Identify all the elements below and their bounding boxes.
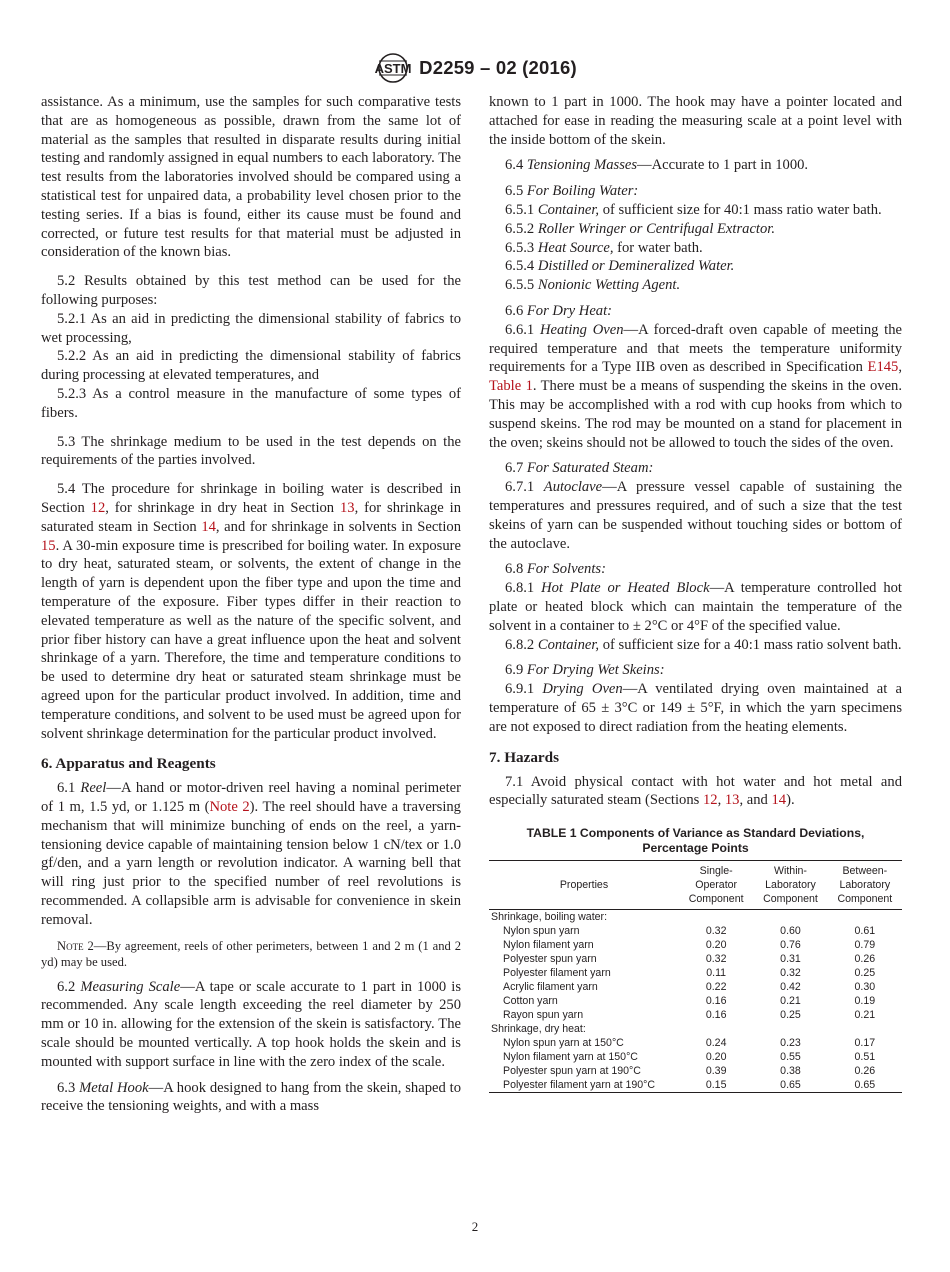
paragraph-6-8-1 xyxy=(489,579,902,635)
text: of sufficient size for 40:1 mass ratio water bath. xyxy=(599,201,882,218)
text: 6.5.4 xyxy=(505,258,538,275)
value-cell: 0.16 xyxy=(705,995,727,1008)
table-1 xyxy=(489,860,902,1093)
table-body xyxy=(489,910,902,1093)
text: 6.7 xyxy=(505,460,527,477)
property-cell: Rayon spun yarn xyxy=(503,1009,584,1022)
column-header: Between- Laboratory Component xyxy=(837,865,893,906)
value-cell: 0.20 xyxy=(705,1051,727,1064)
property-cell: Nylon spun yarn at 150°C xyxy=(503,1037,624,1050)
text: , for shrinkage in dry heat in Section xyxy=(105,499,340,516)
value-cell: 0.55 xyxy=(780,1051,801,1064)
table-row xyxy=(489,1008,902,1022)
right-column xyxy=(489,93,902,1093)
text: —A pressure vessel capable of sustaining the temperatures and pressures required, and of such a size that the test skeins of yarn can be suspended without touching sides or bottom of the autoclave. xyxy=(489,479,902,552)
value-cell: 0.16 xyxy=(705,1009,727,1022)
value-cell: 0.30 xyxy=(854,981,876,994)
term: Hot Plate or Heated Block xyxy=(541,580,710,597)
text: , for shrinkage in saturated steam in Section xyxy=(41,499,462,535)
paragraph-6-3 xyxy=(41,1079,461,1117)
value-cell: 0.38 xyxy=(780,1065,801,1078)
text: for water bath. xyxy=(613,239,703,256)
value-cell: 0.19 xyxy=(854,995,876,1008)
text: . A 30-min exposure time is prescribed for boiling water. In exposure to dry heat, saturated steam, or solvents, the extent of change in the length of yarn is dependent upon the fiber type and upon the time and temperature of the exposure. Fiber types differ in their reaction to elevated temperature as well as the nature of the specific solvent, and prior fiber history can have a great influence upon the heat and solvent shrinkage of a yarn. Therefore, the time and temperature conditions to be used to determine dry heat or saturated steam shrinkage must be agreed upon for the particular product involved. In addition, time and temperature conditions, and solvent to be used must be agreed upon for solvent shrinkage determination for the particular product involved. xyxy=(41,537,461,742)
value-cell: 0.24 xyxy=(705,1037,727,1050)
value-cell: 0.23 xyxy=(780,1037,801,1050)
text: 6.7.1 xyxy=(505,479,544,496)
text: 5.4 The procedure for shrinkage in boiling water is described in Section xyxy=(41,481,461,516)
text: , xyxy=(717,792,725,809)
paragraph-6-9-1 xyxy=(489,680,902,736)
value-cell: 0.39 xyxy=(705,1065,727,1078)
paragraph-6-2 xyxy=(41,978,461,1072)
property-cell: Nylon filament yarn xyxy=(503,939,594,952)
term: Container, xyxy=(537,636,600,653)
value-cell: 0.79 xyxy=(854,939,876,952)
paragraph-5-2-3: 5.2.3 As a control measure in the manufacture of some types of fibers. xyxy=(41,385,461,421)
text: , xyxy=(898,359,902,376)
value-cell: 0.32 xyxy=(705,953,727,966)
text: 6.5.5 xyxy=(505,277,538,294)
paragraph-5-3: 5.3 The shrinkage medium to be used in the test depends on the requirements of the parties involved. xyxy=(41,433,461,469)
value-cell: 0.15 xyxy=(705,1079,727,1092)
paragraph-5-2-2: 5.2.2 As an aid in predicting the dimensional stability of fabrics during processing at elevated temperatures, and xyxy=(41,348,461,384)
group-label: Shrinkage, dry heat: xyxy=(491,1023,586,1036)
property-cell: Acrylic filament yarn xyxy=(503,981,598,994)
text: 6.6 xyxy=(505,302,527,319)
section-link-12[interactable]: 12 xyxy=(702,792,718,809)
note-2 xyxy=(41,938,461,971)
text: 6.8.2 xyxy=(505,636,538,653)
column-header: Single- Operator Component xyxy=(688,865,744,906)
property-cell: Polyester spun yarn at 190°C xyxy=(503,1065,641,1078)
text: 6.2 xyxy=(57,978,81,995)
value-cell: 0.21 xyxy=(780,995,801,1008)
paragraph-6-8-2 xyxy=(489,636,902,655)
paragraph-6-5 xyxy=(489,182,902,201)
e145-link[interactable]: E145 xyxy=(867,359,899,376)
text: —A tape or scale accurate to 1 part in 1000 is recommended. Any scale length exceeding the reel diameter by 250 mm or 10 in. allowing for the extension of the skein is satisfactory. The scale should be mounted vertically. A top hook holds the skein and is mounted with support surface in line with the zero index of the scale. xyxy=(41,978,461,1070)
text: 6.8.1 xyxy=(505,580,542,597)
property-cell: Polyester filament yarn xyxy=(503,967,611,980)
paragraph-6-5-1 xyxy=(489,201,902,220)
value-cell: 0.65 xyxy=(854,1079,876,1092)
text: 6.9 xyxy=(505,662,527,679)
page-number: 2 xyxy=(471,1219,479,1234)
svg-text:ASTM: ASTM xyxy=(374,61,412,76)
text: —Accurate to 1 part in 1000. xyxy=(637,157,809,174)
table-title-line: TABLE 1 Components of Variance as Standard Deviations, xyxy=(526,826,865,841)
paragraph-5-2: 5.2 Results obtained by this test method can be used for the following purposes: xyxy=(41,273,461,308)
table-row xyxy=(489,952,902,966)
term: Drying Oven xyxy=(542,681,623,698)
group-label: Shrinkage, boiling water: xyxy=(491,911,608,924)
table-row xyxy=(489,1036,902,1050)
paragraph-6-7-1 xyxy=(489,478,902,553)
text: 6.3 xyxy=(57,1079,80,1096)
paragraph-5-4 xyxy=(41,480,461,743)
text: ). xyxy=(786,792,795,809)
text: 6.8 xyxy=(505,561,527,578)
term: Measuring Scale xyxy=(80,978,181,995)
value-cell: 0.17 xyxy=(854,1037,876,1050)
paragraph-continuation: known to 1 part in 1000. The hook may have a pointer located and attached for ease in reading the measuring scale at a point level with the inside bottom of the skein. xyxy=(489,94,902,148)
table-row xyxy=(489,980,902,994)
term: Autoclave xyxy=(543,479,603,496)
term: For Boiling Water: xyxy=(526,183,639,200)
note-2-link[interactable]: Note 2 xyxy=(209,799,250,816)
paragraph-6-6 xyxy=(489,302,902,321)
text: , and for shrinkage in solvents in Section xyxy=(215,518,462,535)
text: 6.1 xyxy=(57,780,81,797)
paragraph-6-8 xyxy=(489,560,902,579)
table-group-row xyxy=(489,1022,902,1036)
term: For Drying Wet Skeins: xyxy=(526,662,665,679)
text: 2—By agreement, reels of other perimeters, between 1 and 2 m (1 and 2 yd) may be used. xyxy=(41,938,461,970)
text: 6.4 xyxy=(505,157,527,174)
paragraph-6-5-5 xyxy=(489,276,902,295)
paragraph-6-5-2 xyxy=(489,220,902,239)
property-cell: Nylon filament yarn at 150°C xyxy=(503,1051,638,1064)
value-cell: 0.32 xyxy=(780,967,801,980)
value-cell: 0.42 xyxy=(780,981,801,994)
text: , and xyxy=(739,792,772,809)
section-link-14[interactable]: 14 xyxy=(771,792,787,809)
section-link-15[interactable]: 15 xyxy=(41,537,56,554)
column-header: Within- Laboratory Component xyxy=(763,865,818,906)
text: 6.5.2 xyxy=(505,220,538,237)
property-cell: Polyester spun yarn xyxy=(503,953,597,966)
table-title-line: Percentage Points xyxy=(642,841,749,856)
value-cell: 0.21 xyxy=(854,1009,876,1022)
value-cell: 0.26 xyxy=(854,953,876,966)
text: 6.5 xyxy=(505,183,527,200)
term: Reel xyxy=(80,780,107,797)
astm-logo-icon xyxy=(373,52,413,84)
paragraph-6-5-3 xyxy=(489,239,902,258)
value-cell: 0.22 xyxy=(705,981,727,994)
term: Distilled or Demineralized Water. xyxy=(537,258,735,275)
value-cell: 0.51 xyxy=(854,1051,876,1064)
term: Container, xyxy=(537,201,600,218)
term: For Saturated Steam: xyxy=(526,460,654,477)
value-cell: 0.25 xyxy=(780,1009,801,1022)
value-cell: 0.60 xyxy=(780,925,801,938)
table-1-link[interactable]: Table 1 xyxy=(489,378,533,395)
term: For Solvents: xyxy=(526,561,606,578)
value-cell: 0.76 xyxy=(780,939,801,952)
term: Heat Source, xyxy=(537,239,614,256)
note-label: Note xyxy=(57,938,84,953)
section-link-12[interactable]: 12 xyxy=(90,499,106,516)
term: Roller Wringer or Centrifugal Extractor. xyxy=(537,220,775,237)
page-header xyxy=(0,52,950,84)
section-link-14[interactable]: 14 xyxy=(201,518,216,535)
left-column xyxy=(41,93,461,1116)
term: Heating Oven xyxy=(539,321,624,338)
table-row xyxy=(489,1050,902,1064)
text: 6.5.3 xyxy=(505,239,538,256)
text: 6.9.1 xyxy=(505,681,543,698)
term: Nonionic Wetting Agent. xyxy=(537,277,681,294)
table-row xyxy=(489,1078,902,1093)
property-cell: Cotton yarn xyxy=(503,995,558,1008)
term: For Dry Heat: xyxy=(526,302,613,319)
text: ). The reel should have a traversing mechanism that will minimize bunching of ends on the reel, a yarn-tensioning device capable of maintaining tension below 1 cN/tex or 1.0 gf/den, and a yarn length or revolution indicator. A warning bell that will ring just prior to the specified number of reel revolutions is recommended. A collapsible arm is advisable for convenience in skein removal. xyxy=(41,799,461,928)
value-cell: 0.31 xyxy=(780,953,801,966)
table-header-row xyxy=(489,861,902,910)
term: Tensioning Masses xyxy=(526,157,638,174)
text: of sufficient size for a 40:1 mass ratio solvent bath. xyxy=(599,636,902,653)
value-cell: 0.65 xyxy=(780,1079,801,1092)
text: —A hand or motor-driven reel having a nominal perimeter of 1 m, 1.5 yd, or 1.125 m ( xyxy=(41,780,461,816)
text: —A hook designed to hang from the skein, shaped to receive the tensioning weights, and with a mass xyxy=(41,1079,461,1115)
property-cell: Polyester filament yarn at 190°C xyxy=(503,1079,656,1092)
paragraph-7-1 xyxy=(489,773,902,811)
text: . There must be a means of suspending the skeins in the oven. This may be accomplished with a rod with cup hooks from which to suspend skeins. The rod may be mounted on a stand for placement in the oven; skeins should not be allowed to touch the sides of the oven. xyxy=(489,378,902,451)
section-heading-6: 6. Apparatus and Reagents xyxy=(41,755,216,773)
paragraph-6-6-1 xyxy=(489,321,902,453)
value-cell: 0.11 xyxy=(706,967,727,980)
paragraph-6-9 xyxy=(489,661,902,680)
text: —A forced-draft oven capable of meeting the required temperature and that meets the temperature uniformity requirements for a Type IIB oven as described in Specification xyxy=(489,321,902,376)
document-id: D2259 – 02 (2016) xyxy=(419,57,577,78)
table-row xyxy=(489,1064,902,1078)
text: 7.1 Avoid physical contact with hot water and hot metal and especially saturated steam (Sections xyxy=(489,773,902,809)
paragraph-6-5-4 xyxy=(489,257,902,276)
section-link-13[interactable]: 13 xyxy=(724,792,740,809)
value-cell: 0.26 xyxy=(854,1065,876,1078)
value-cell: 0.25 xyxy=(854,967,876,980)
text: 6.5.1 xyxy=(505,201,538,218)
column-header: Properties xyxy=(559,879,609,892)
value-cell: 0.20 xyxy=(705,939,727,952)
paragraph-6-4 xyxy=(489,156,902,175)
text: 6.6.1 xyxy=(505,321,540,338)
property-cell: Nylon spun yarn xyxy=(503,925,580,938)
section-heading-7: 7. Hazards xyxy=(489,748,560,766)
term: Metal Hook xyxy=(79,1079,149,1096)
value-cell: 0.32 xyxy=(705,925,727,938)
table-row xyxy=(489,966,902,980)
table-row xyxy=(489,924,902,938)
paragraph-5-2-1: 5.2.1 As an aid in predicting the dimensional stability of fabrics to wet processing, xyxy=(41,310,461,346)
paragraph-continuation: assistance. As a minimum, use the samples for such comparative tests that are as homogeneous as possible, drawn from the same lot of material as the samples that resulted in disparate results during initial testing and randomly assigned in equal numbers to each laboratory. The test results from the laboratories involved should be compared using a statistical test for unpaired data, a probability level chosen prior to the testing series. If a bias is found, either its cause must be found and corrected, or future test results for that material must be adjusted in consideration of the known bias. xyxy=(41,94,461,261)
text: —A ventilated drying oven maintained at a temperature of 65 ± 3°C or 149 ± 5°F, in which the yarn specimens are not exposed to direct radiation from the heating elements. xyxy=(489,681,902,735)
paragraph-6-1 xyxy=(41,779,461,929)
section-link-13[interactable]: 13 xyxy=(340,499,355,516)
text: —A temperature controlled hot plate or heated block which can maintain the temperature of the solvent in a container to ± 2°C or 4°F of the specified value. xyxy=(489,580,902,634)
table-group-row xyxy=(489,910,902,925)
value-cell: 0.61 xyxy=(854,925,876,938)
table-row xyxy=(489,938,902,952)
paragraph-6-7 xyxy=(489,459,902,478)
table-1-title xyxy=(489,826,902,856)
table-row xyxy=(489,994,902,1008)
